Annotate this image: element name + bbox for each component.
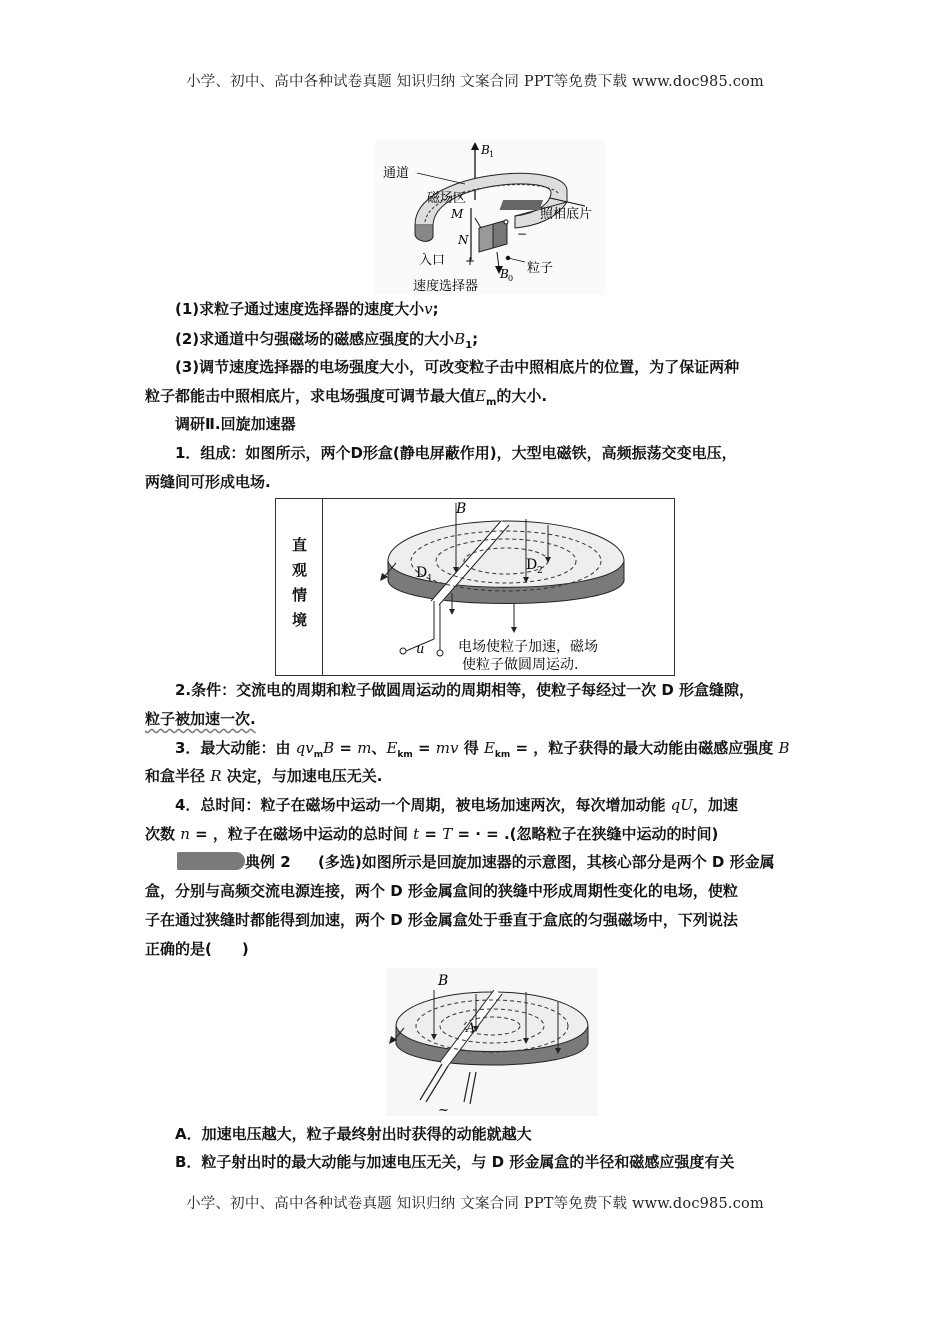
- plus-label: +: [465, 254, 476, 268]
- entrance-label: 入口: [419, 253, 446, 268]
- cyclotron-figure-1: [376, 501, 636, 673]
- channel-label: 通道: [383, 166, 410, 181]
- velocity-selector-label: 速度选择器: [413, 279, 479, 294]
- question-1: (1)求粒子通过速度选择器的速度大小v;: [175, 300, 439, 318]
- example-tag-bar: [177, 852, 245, 870]
- example-line-1: (多选)如图所示是回旋加速器的示意图，其核心部分是两个 D 形金属: [318, 853, 775, 871]
- section-title: 调研Ⅱ.回旋加速器: [175, 415, 296, 433]
- page-footer: 小学、初中、高中各种试卷真题 知识归纳 文案合同 PPT等免费下载 www.doc985.com: [186, 1196, 764, 1212]
- m-label: M: [451, 207, 464, 221]
- fig3-tilde: ~: [438, 1103, 449, 1116]
- n-label: N: [458, 233, 469, 247]
- magnetic-region-label: 磁场区: [427, 191, 467, 206]
- mass-spectrometer-figure: [375, 140, 605, 295]
- intuitive-scenario-table: [275, 498, 675, 676]
- u-label: u: [416, 642, 425, 657]
- fig3-a-label: A: [466, 1021, 476, 1036]
- b1-label: B: [481, 143, 490, 157]
- b0-label: B: [500, 267, 509, 281]
- particle-label: 粒子: [527, 261, 554, 276]
- question-3-line-1: (3)调节速度选择器的电场强度大小，可改变粒子击中照相底片的位置，为了保证两种: [175, 358, 740, 376]
- d1-label: D: [416, 565, 428, 581]
- film-label: 照相底片: [540, 207, 593, 222]
- max-kinetic-energy-line-2: 和盒半径 R 决定，与加速电压无关.: [145, 767, 383, 785]
- composition-line-2: 两缝间可形成电场.: [145, 473, 271, 491]
- option-a: A．加速电压越大，粒子最终射出时获得的动能就越大: [175, 1125, 532, 1143]
- question-3-line-2: 粒子都能击中照相底片，求电场强度可调节最大值$E_m$的大小.: [145, 387, 548, 408]
- b0-sub: 0: [508, 274, 514, 283]
- table-label: 直观情境: [276, 499, 323, 675]
- page-header: 小学、初中、高中各种试卷真题 知识归纳 文案合同 PPT等免费下载 www.doc985.com: [186, 74, 764, 90]
- max-kinetic-energy-line-1: 3．最大动能：由 $qv_mB = m$、$E_{km}$ = mv 得 $E_{km}$ = ，粒子获得的最大动能由磁感应强度 B: [175, 739, 790, 760]
- condition-line-1: 2.条件：交流电的周期和粒子做圆周运动的周期相等，使粒子每经过一次 D 形盒缝隙，: [175, 681, 755, 699]
- d2-label: D: [526, 557, 538, 573]
- total-time-line-2: 次数 n = ，粒子在磁场中运动的总时间 t = T = · = .(忽略粒子在狭缝中运动的时间): [145, 825, 719, 843]
- note-line-1: 电场使粒子加速，磁场: [458, 639, 598, 655]
- total-time-line-1: 4．总时间：粒子在磁场中运动一个周期，被电场加速两次，每次增加动能 qU，加速: [175, 796, 738, 814]
- composition-line-1: 1．组成：如图所示，两个D形盒(静电屏蔽作用)，大型电磁铁，高频振荡交变电压，: [175, 444, 737, 462]
- minus-label: −: [517, 227, 528, 241]
- question-2: (2)求通道中匀强磁场的磁感应强度的大小$B_1$;: [175, 330, 479, 351]
- example-line-3: 子在通过狭缝时都能得到加速，两个 D 形金属盒处于垂直于盒底的匀强磁场中，下列说法: [145, 911, 738, 929]
- option-b: B．粒子射出时的最大动能与加速电压无关，与 D 形金属盒的半径和磁感应强度有关: [175, 1153, 735, 1171]
- d2-sub: 2: [537, 566, 543, 576]
- example-tag-label: 典例 2: [245, 853, 291, 871]
- example-line-4: 正确的是( ): [145, 940, 249, 958]
- b1-sub: 1: [489, 150, 495, 159]
- condition-line-2: 粒子被加速一次.: [145, 710, 256, 728]
- d1-sub: 1: [427, 574, 433, 584]
- note-line-2: 使粒子做圆周运动.: [462, 657, 579, 673]
- fig3-b-label: B: [438, 973, 449, 989]
- cyclotron-figure-2: [386, 968, 598, 1116]
- example-line-2: 盒，分别与高频交流电源连接，两个 D 形金属盒间的狭缝中形成周期性变化的电场，使粒: [145, 882, 738, 900]
- b-label: B: [456, 501, 467, 517]
